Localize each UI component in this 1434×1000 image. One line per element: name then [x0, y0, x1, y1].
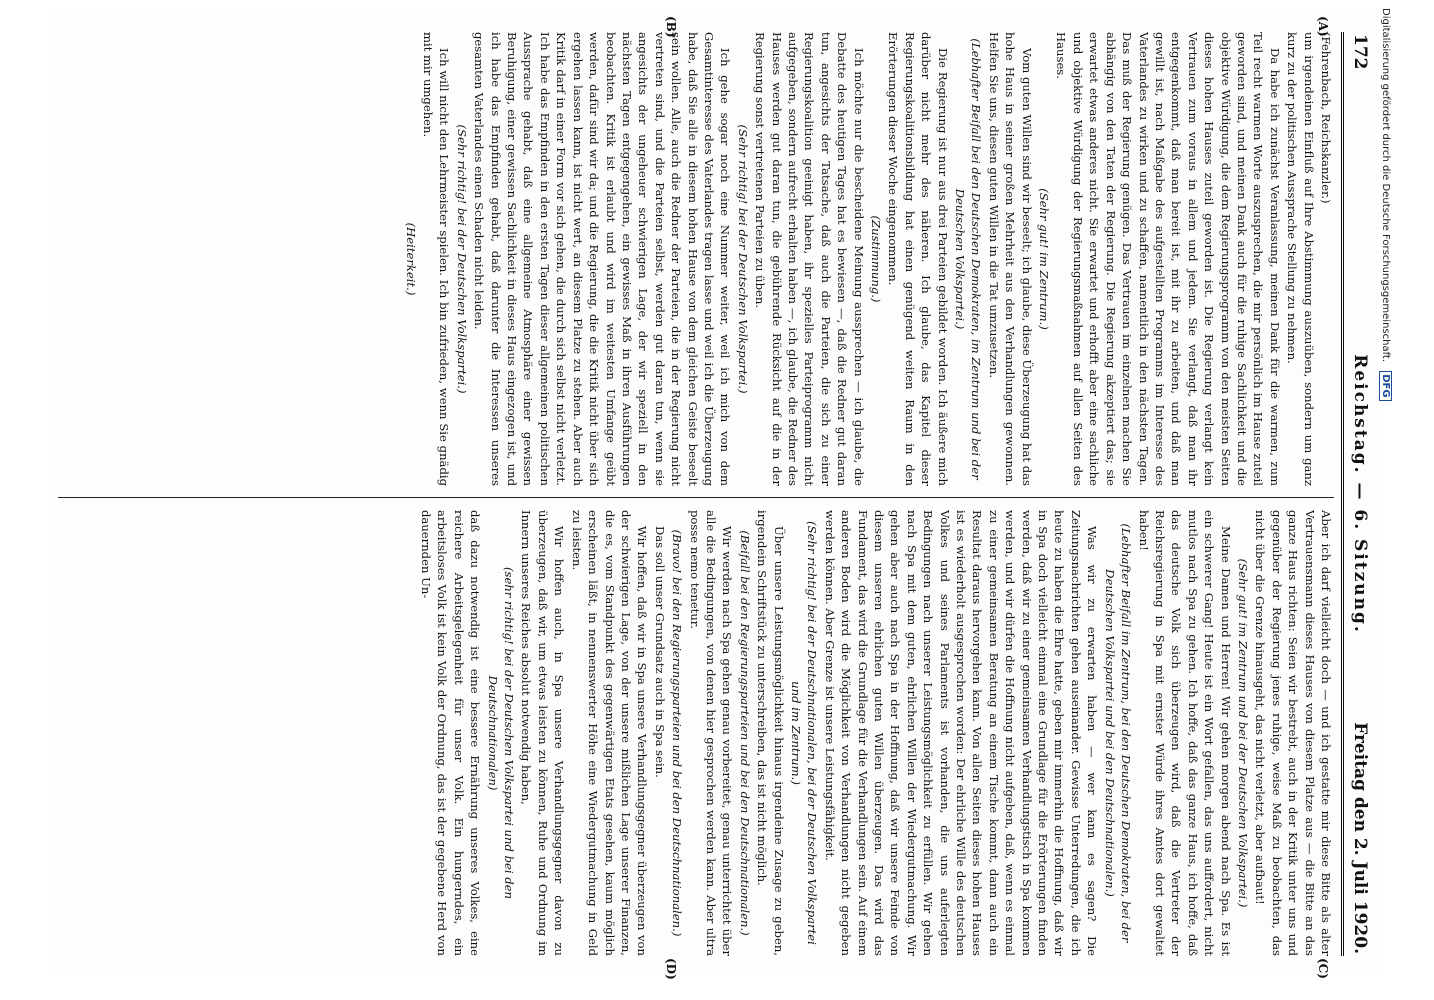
speech-paragraph: Ich gehe sogar noch eine Nummer weiter, weil ich mich von dem Gesamtinteresse des Vaterlandes tragen lasse und weil ich die Überzeugung habe, daß Sie alle in diesem hohen Hause von dem gleichen Geiste beseelt sein wollen. Alle, auch die Redner der Parteien, die in der Regierung nicht vertreten sind, und die Parteien selbst, werden gut daran tun, wenn sie angesichts der ungeheuer schwierigen Lage, der wir speziell in den nächsten Tagen entgegengehen, ein gewisses Maß in ihren Ausführungen beobachten. Kritik ist erlaubt und wird im weitesten Umfange geübt werden, dafür sind wir da; und die Regierung, die die Kritik nicht über sich ergehen lassen kann, ist nicht wert, an diesem Platze zu stehen. Aber auch Kritik darf in einer Form vor sich gehen, die durch sich selbst nicht verletzt. Ich habe das Empfinden in den ersten Tagen dieser allgemeinen politischen Aussprache gehabt, daß eine allgemeine Atmosphäre einer gewissen Beruhigung, einer gewissen Sachlichkeit in dieses Haus eingezogen ist, und ich habe das Empfinden gehabt, daß darunter die Interessen unseres gesamten Vaterlandes einen Schaden nicht leiden. — [472, 32, 733, 486]
audience-reaction: (Sehr gut! im Zentrum.) — [1037, 188, 1052, 330]
text-column-right — [58, 510, 1334, 956]
speech-paragraph: Meine Damen und Herren! Wir gehen morgen abend nach Spa. Es ist ein schwerer Gang! Heute ist ein Wort gefallen, das uns auffordert, nicht mutlos nach Spa zu gehen. Ich hoffe, daß das ganze Haus, ich hoffe, daß das deutsche Volk sich überzeugen wird, daß die Vertreter der Reichsregierung in Spa mit ernster Würde ihres Amtes dort gewaltet haben! — [1136, 510, 1233, 956]
page-number: 172 — [1350, 34, 1370, 70]
page-date: Freitag den 2. Juli 1920. — [1350, 722, 1370, 954]
column-divider — [58, 497, 1334, 498]
digitization-credit — [1368, 8, 1392, 992]
audience-reaction: (Bravo! bei den Regierungsparteien und bei den Deutschnationalen.) — [670, 529, 685, 937]
newspaper-page — [48, 14, 1378, 980]
page-title: Reichstag. — 6. Sitzung. — [1350, 354, 1370, 634]
margin-mark-b: (B) — [664, 16, 678, 38]
speech-paragraph: Wir hoffen auch, in Spa unsere Verhandlungsgegner davon zu überzeugen, daß wir, um etwas leisten zu können, Ruhe und Ordnung im Innern unseres Reiches absolut notwendig haben, — [519, 510, 567, 956]
credit-text: Digitalisierung gefördert durch die Deutsche Forschungsgemeinschaft. — [1380, 8, 1391, 363]
speech-paragraph: Das soll unser Grundsatz auch in Spa sein. — [652, 526, 667, 778]
speech-paragraph: Die Regierung ist nur aus drei Parteien gebildet worden. Ich äußere mich darüber nicht mehr des näheren. Ich glaube, das Kapitel dieser Regierungskoalitionsbildung hat einen genügend weiten Raum in den Erörterungen dieser Woche eingenommen. — [886, 32, 950, 486]
audience-reaction: (Sehr richtig! bei der Deutschen Volkspartei.) — [735, 124, 750, 394]
audience-reaction: (Sehr richtig! bei der Deutschen Volkspartei.) — [454, 124, 469, 394]
speech-paragraph: Ich möchte nur die bescheidene Meinung aussprechen — ich glaube, die Debatte des heutigen Tages hat es bewiesen —, daß die Redner gut daran tun, angesichts der Tatsache, daß auch die Parteien, die sich zu einer Regierungskoalition geeinigt haben, ihr spezielles Parteiprogramm nicht aufgegeben, sondern aufrecht erhalten haben —, ich glaube, die Redner des Hauses werden gut daran tun, die gebührende Rücksicht auf die in der Regierung sonst vertretenen Parteien zu üben. — [753, 32, 866, 486]
audience-reaction: (Zustimmung.) — [869, 215, 884, 303]
audience-reaction: (Sehr gut! im Zentrum und bei der Deutschen Volkspartei.) — [1235, 558, 1250, 908]
audience-reaction: (Lebhafter Beifall im Zentrum, bei den Deutschen Demokraten, bei der Deutschen Volkspartei und bei den Deutschnationalen.) — [1102, 523, 1134, 943]
audience-reaction: (sehr richtig! bei der Deutschen Volkspartei und bei den Deutschnationalen) — [485, 567, 517, 899]
margin-mark-d: (D) — [664, 958, 678, 980]
speech-paragraph: daß dazu notwendig ist eine bessere Ernährung unseres Volkes, eine reichere Arbeitsgelegenheit für unser Volk. Ein hungerndes, ein arbeitsloses Volk ist kein Volk der Ordnung, das ist der gegebene Herd von dauernden Un- — [419, 510, 483, 956]
speech-paragraph: Aber ich darf vielleicht doch — und ich gestatte mir diese Bitte als alter Vertrauensmann dieses Hauses von diesem Platze aus — die Bitte an das ganze Haus richten: Seien wir bestrebt, auch in der Kritik unter uns und gegenüber der Regierung jenes ruhige, weise Maß zu beobachten, das nicht über die Grenze hinausgeht, das nicht verletzt, aber aufbaut! — [1253, 510, 1333, 956]
text-column-left — [58, 32, 1334, 486]
speech-paragraph: Über unsere Leistungsmöglichkeit hinaus irgendeine Zusage zu geben, irgendein Schriftstück zu unterschreiben, das ist nicht möglich. — [755, 510, 786, 956]
speech-paragraph: Da habe ich zunächst Veranlassung, meinen Dank für die warmen, zum Teil recht warmen Worte auszusprechen, die mir persönlich im Hause zuteil geworden sind, und meinen Dank auch für die ruhige Sachlichkeit und die objektive Würdigung, die dem Regierungsprogramm von den meisten Seiten dieses hohen Hauses zuteil geworden ist. Die Regierung verlangt kein Vertrauen zum voraus in allem und jedem. Sie verlangt, daß man ihr entgegenkommt, daß man bereit ist, mit ihr zu arbeiten, und daß man gewillt ist, nach Maßgabe des aufgestellten Programms im Interesse des Vaterlandes zu wirken und zu schaffen, namentlich in den nächsten Tagen. Das muß der Regierung genügen. Das Vertrauen im einzelnen machen Sie abhängig von den Taten der Regierung. Die Regierung akzeptiert das; sie erwartet etwas anderes nicht. Sie erwartet und erhofft aber eine sachliche und objektive Würdigung der Regierungsmaßnahmen auf allen Seiten des Hauses. — [1054, 32, 1282, 486]
margin-mark-a: (A) — [1316, 16, 1330, 37]
speech-paragraph: Ich will nicht den Lehrmeister spielen. Ich bin zufrieden, wenn Sie gnädig mit mir umgehen. — [421, 32, 452, 486]
speech-paragraph: Vom guten Willen sind wir beseelt; ich glaube, diese Überzeugung hat das hohe Haus in seiner großen Mehrheit aus den Verhandlungen gewonnen. Helfen Sie uns, diesen guten Willen in die Tat umzusetzen. — [986, 32, 1034, 486]
speech-paragraph: Was wir zu erwarten haben — wer kann es sagen? Die Zeitungsnachrichten gehen auseinander. Gewisse Unterredungen, die ich heute zu haben die Ehre hatte, geben mir immerhin die Hoffnung, daß wir in Spa doch vielleicht einmal eine Grundlage für die Erörterungen finden werden, daß wir zu einer gemeinsamen Verhandlungstisch in Spa kommen werden, und wir dürfen die Hoffnung nicht aufgeben, daß, wenn es einmal zu einer gemeinsamen Beratung an einem Tische kommt, dann auch ein Resultat daraus hervorgehen kann. Von allen Seiten dieses hohen Hauses ist es wiederholt ausgesprochen worden: Der ehrliche Wille des deutschen Volkes und seines Parlaments ist vorhanden, die uns auferlegten Bedingungen nach unserer Leistungsmöglichkeit zu erfüllen. Wir gehen nach Spa mit dem guten, ehrlichen Willen der Wiedergutmachung. Wir gehen aber auch nach Spa in der Hoffnung, daß wir unsere Feinde von diesem unseren ehrlichen guten Willen überzeugen. Das wird das Fundament, das wird die Grundlage für die Verhandlungen sein. Auf einem anderen Boden wird die Möglichkeit von Verhandlungen nicht gegeben werden können. Aber Grenze ist unsere Leistungsfähigkeit. — [822, 510, 1100, 956]
speech-paragraph: Wir werden nach Spa gehen genau vorbereitet, genau unterrichtet über alle die Bedingungen, von denen hier gesprochen werden kann. Aber ultra posse nemo tenetur. — [687, 510, 735, 956]
audience-reaction: (Lebhafter Beifall bei den Deutschen Demokraten, im Zentrum und bei der Deutschen Volkspartei.) — [953, 38, 984, 480]
dfg-logo: DFG — [1379, 371, 1392, 400]
speech-paragraph: (Fehrenbach, Reichskanzler.) — [1319, 32, 1333, 204]
speech-paragraph: Wir hoffen, daß wir in Spa unsere Verhandlungsgegner überzeugen von der schwierigen Lage, von der unsere mißlichen Lage unserer Finanzen, die es, vom Standpunkt des gegenwärtigen Etats gesehen, kaum möglich erscheinen läßt, in nennenswerter Höhe eine Wiedergutmachung in Geld zu leisten. — [569, 510, 650, 956]
margin-mark-c: (C) — [1316, 958, 1330, 979]
audience-reaction: (Heiterkeit.) — [403, 222, 418, 296]
audience-reaction: (Sehr richtig! bei der Deutschnationalen, bei der Deutschen Volkspartei und im Zentrum.) — [789, 521, 820, 945]
audience-reaction: (Beifall bei den Regierungsparteien und bei den Deutschnationalen.) — [737, 530, 752, 936]
speech-paragraph: um irgendeinen Einfluß auf Ihre Abstimmung auszuüben, sondern um ganz kurz zu der politischen Aussprache Stellung zu nehmen. — [1285, 32, 1316, 486]
